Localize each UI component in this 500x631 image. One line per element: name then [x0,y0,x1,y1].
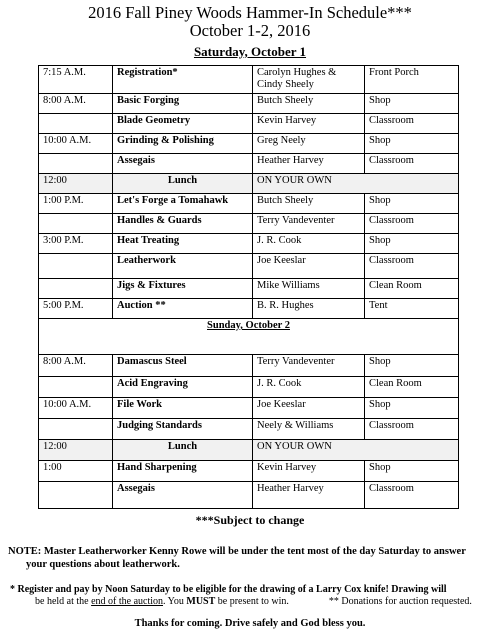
schedule-row [39,154,459,174]
location-cell: Shop [365,234,459,254]
schedule-row [39,174,459,194]
schedule-row [39,134,459,154]
leatherwork-note-line2: your questions about leatherwork. [26,559,180,570]
presenter-cell: Joe Keeslar [253,398,365,419]
schedule-dates: October 1-2, 2016 [189,21,311,40]
schedule-row [39,299,459,319]
location-cell: Classroom [365,214,459,234]
schedule-row [39,114,459,134]
time-cell [39,254,113,279]
session-cell: Blade Geometry [113,114,253,134]
session-cell: Heat Treating [113,234,253,254]
time-cell: 12:00 [39,440,113,461]
lunch-cell: Lunch [113,174,253,194]
presenter-cell: B. R. Hughes [253,299,365,319]
presenter-cell: Kevin Harvey [253,461,365,482]
location-cell: Shop [365,134,459,154]
on-your-own-cell: ON YOUR OWN [253,440,459,461]
schedule-row [39,234,459,254]
presenter-cell: Mike Williams [253,279,365,299]
presenter-cell: Neely & Williams [253,419,365,440]
presenter-cell: J. R. Cook [253,234,365,254]
presenter-cell: Greg Neely [253,134,365,154]
session-cell: File Work [113,398,253,419]
registration-text-e: be present to win. [215,596,289,607]
session-cell: Grinding & Polishing [113,134,253,154]
location-cell: Shop [365,461,459,482]
donations-note: ** Donations for auction requested. [328,596,472,607]
schedule-row [39,254,459,279]
presenter-cell: J. R. Cook [253,377,365,398]
location-cell: Front Porch [365,66,459,94]
registration-note-line1: * Register and pay by Noon Saturday to be eligible for the drawing of a Larry Cox knife! Drawing will [10,584,447,595]
schedule-row [39,482,459,509]
sunday-heading: Sunday, October 2 [39,319,459,355]
time-cell [39,419,113,440]
schedule-row [39,94,459,114]
location-cell: Classroom [365,154,459,174]
session-cell: Basic Forging [113,94,253,114]
schedule-row [39,214,459,234]
leatherwork-note-line1: NOTE: Master Leatherworker Kenny Rowe will be under the tent most of the day Saturday to answer [8,546,466,557]
thanks-line: Thanks for coming. Drive safely and God bless you. [134,618,366,629]
location-cell: Classroom [365,482,459,509]
session-cell: Assegais [113,482,253,509]
time-cell: 3:00 P.M. [39,234,113,254]
schedule-row [39,377,459,398]
location-cell: Classroom [365,114,459,134]
subject-to-change-note: ***Subject to change [195,513,305,527]
time-cell: 5:00 P.M. [39,299,113,319]
presenter-cell: Terry Vandeventer [253,355,365,377]
presenter-cell: Carolyn Hughes & Cindy Sheely [253,66,365,94]
session-cell: Jigs & Fixtures [113,279,253,299]
time-cell: 12:00 [39,174,113,194]
schedule-row [39,279,459,299]
time-cell [39,154,113,174]
location-cell: Shop [365,355,459,377]
session-cell: Auction ** [113,299,253,319]
presenter-cell: Kevin Harvey [253,114,365,134]
schedule-row [39,419,459,440]
location-cell: Classroom [365,254,459,279]
registration-text-b: end of the auction [91,596,164,607]
lunch-cell: Lunch [113,440,253,461]
time-cell: 7:15 A.M. [39,66,113,94]
time-cell: 1:00 [39,461,113,482]
time-cell [39,482,113,509]
time-cell [39,214,113,234]
session-cell: Acid Engraving [113,377,253,398]
registration-text-c: . You [163,596,187,607]
time-cell: 10:00 A.M. [39,398,113,419]
location-cell: Clean Room [365,279,459,299]
time-cell: 8:00 A.M. [39,355,113,377]
schedule-row [39,194,459,214]
presenter-cell: Joe Keeslar [253,254,365,279]
presenter-cell: Heather Harvey [253,482,365,509]
schedule-row [39,398,459,419]
time-cell: 1:00 P.M. [39,194,113,214]
location-cell: Classroom [365,419,459,440]
schedule-table [38,65,459,509]
schedule-row [39,440,459,461]
presenter-cell: Terry Vandeventer [253,214,365,234]
registration-text-must: MUST [186,596,216,607]
on-your-own-cell: ON YOUR OWN [253,174,459,194]
session-cell: Leatherwork [113,254,253,279]
registration-note-line2 [35,596,495,608]
registration-text-a: be held at the [35,596,92,607]
schedule-row [39,461,459,482]
schedule-row [39,355,459,377]
location-cell: Shop [365,194,459,214]
time-cell [39,377,113,398]
time-cell: 8:00 A.M. [39,94,113,114]
session-cell: Hand Sharpening [113,461,253,482]
presenter-cell: Butch Sheely [253,94,365,114]
sunday-heading-row [39,319,459,355]
location-cell: Shop [365,94,459,114]
location-cell: Clean Room [365,377,459,398]
time-cell [39,114,113,134]
session-cell: Registration* [113,66,253,94]
location-cell: Shop [365,398,459,419]
session-cell: Assegais [113,154,253,174]
saturday-heading: Saturday, October 1 [193,44,307,59]
session-cell: Handles & Guards [113,214,253,234]
session-cell: Damascus Steel [113,355,253,377]
location-cell: Tent [365,299,459,319]
presenter-cell: Butch Sheely [253,194,365,214]
presenter-cell: Heather Harvey [253,154,365,174]
session-cell: Judging Standards [113,419,253,440]
session-cell: Let's Forge a Tomahawk [113,194,253,214]
time-cell: 10:00 A.M. [39,134,113,154]
schedule-row [39,66,459,94]
time-cell [39,279,113,299]
schedule-title: 2016 Fall Piney Woods Hammer-In Schedule*** [88,3,412,22]
